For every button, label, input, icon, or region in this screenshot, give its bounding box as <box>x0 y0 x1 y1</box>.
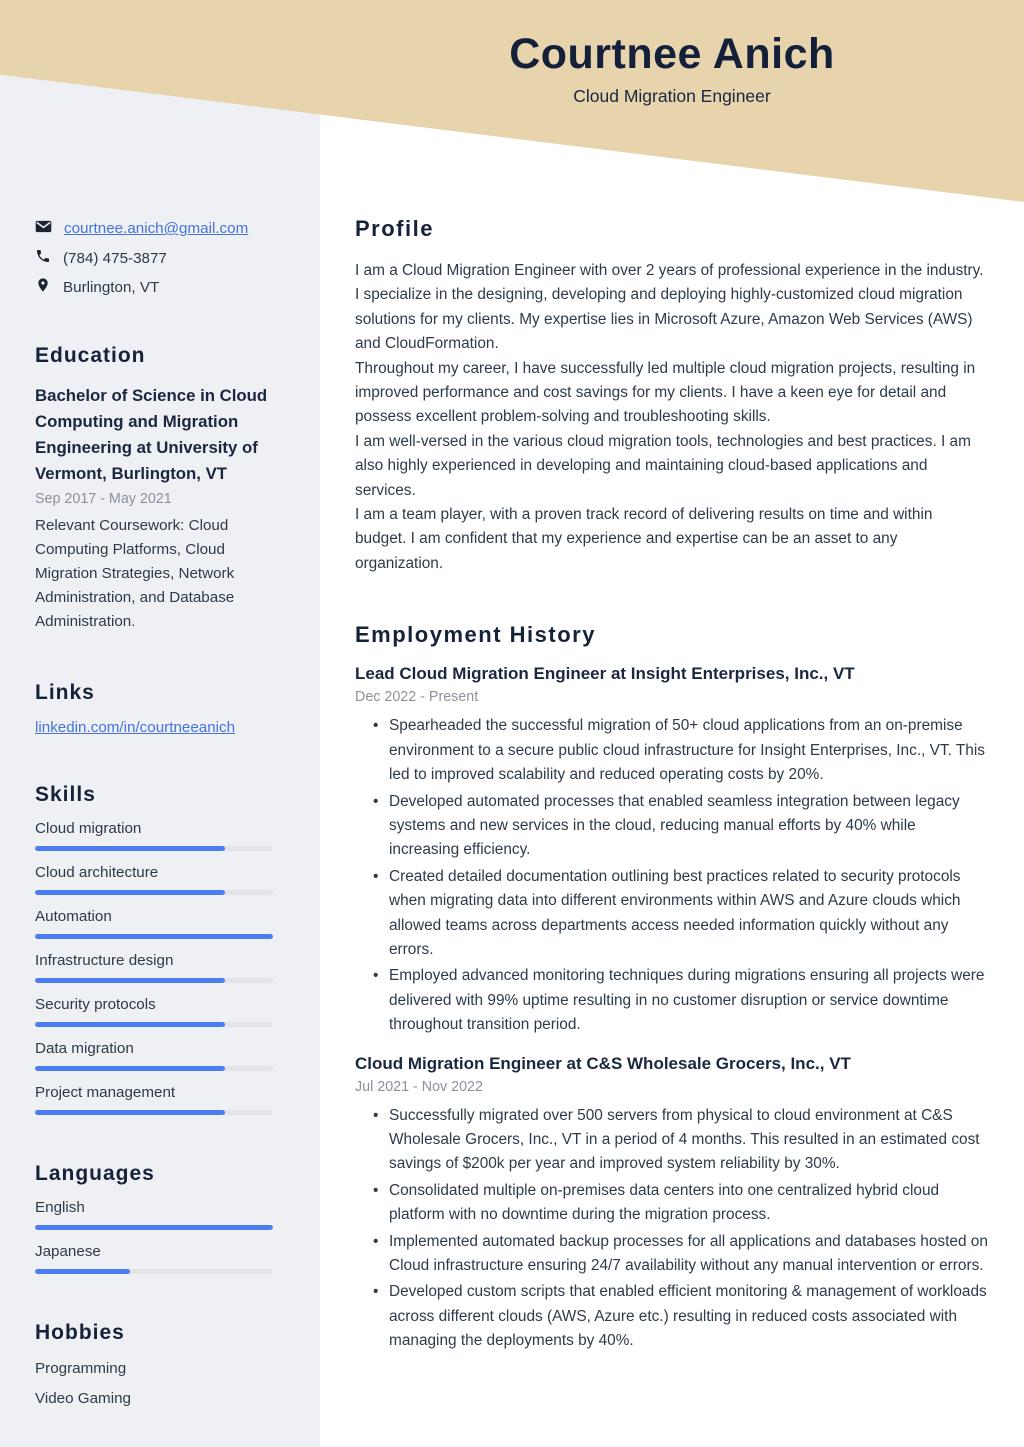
language-bar-fill <box>35 1225 273 1230</box>
language-bar <box>35 1269 273 1274</box>
skill-label: Cloud architecture <box>35 864 159 881</box>
job-bullet: • Created detailed documentation outlining best practices related to security protocols when migrating data into different environments within AWS and Azure clouds which allowed teams across departments access needed information quickly without any errors. <box>369 865 988 963</box>
profile-paragraph: I am a team player, with a proven track record of delivering results on time and within budget. I am confident that my experience and expertise can be an asset to any organization. <box>355 506 933 572</box>
hobbies-heading: Hobbies <box>35 1321 125 1344</box>
skill-bar-fill <box>35 846 225 851</box>
profile-text <box>355 259 988 576</box>
skill-label: Infrastructure design <box>35 952 174 969</box>
skill-item <box>35 1040 273 1071</box>
skill-item <box>35 908 273 939</box>
education-degree: Bachelor of Science in Cloud Computing and Migration Engineering at University of Vermont, Burlington, VT <box>35 386 268 483</box>
hobby-item: Programming <box>35 1360 127 1377</box>
contact-phone-row <box>35 248 273 268</box>
skill-bar <box>35 846 273 851</box>
language-item <box>35 1243 273 1274</box>
phone-icon <box>35 248 51 268</box>
job-bullet-list <box>355 1104 988 1354</box>
job-bullet: • Consolidated multiple on-premises data centers into one centralized hybrid cloud platform with no downtime during the migration process. <box>369 1179 988 1228</box>
main-column <box>320 0 1024 1447</box>
contact-section <box>35 218 273 297</box>
education-heading: Education <box>35 344 146 367</box>
skills-section <box>35 783 273 1115</box>
skill-label: Data migration <box>35 1040 134 1057</box>
skill-item <box>35 820 273 851</box>
skill-bar <box>35 978 273 983</box>
skill-bar-fill <box>35 890 225 895</box>
envelope-icon <box>35 218 52 239</box>
skills-heading: Skills <box>35 783 96 806</box>
skill-item <box>35 952 273 983</box>
job-bullet-list <box>355 714 988 1037</box>
education-section <box>35 344 273 634</box>
job-bullet: • Developed custom scripts that enabled efficient monitoring & management of workloads across different clouds (AWS, Azure etc.) resulting in reduced costs associated with managing the deployments by 40%. <box>369 1280 988 1353</box>
employment-section <box>355 622 988 1353</box>
phone-number: (784) 475-3877 <box>63 249 167 267</box>
hobbies-section <box>35 1321 273 1414</box>
linkedin-link[interactable]: linkedin.com/in/courtneeanich <box>35 719 236 736</box>
language-label: Japanese <box>35 1243 101 1260</box>
skill-item <box>35 864 273 895</box>
profile-paragraph: I am well-versed in the various cloud migration tools, technologies and best practices. I am also highly experienced in developing and maintaining cloud-based applications and services. <box>355 432 971 499</box>
languages-section <box>35 1162 273 1274</box>
language-item <box>35 1199 273 1230</box>
job-dates: Dec 2022 - Present <box>355 689 479 706</box>
job-entry <box>355 1052 988 1354</box>
links-heading: Links <box>35 681 95 704</box>
skill-bar-fill <box>35 1066 225 1071</box>
language-label: English <box>35 1199 85 1216</box>
education-description: Relevant Coursework: Cloud Computing Platforms, Cloud Migration Strategies, Network Administration, and Database Administration. <box>35 517 235 630</box>
skill-bar <box>35 890 273 895</box>
contact-location-row <box>35 277 273 297</box>
location-text: Burlington, VT <box>63 278 160 296</box>
skill-bar <box>35 1022 273 1027</box>
contact-email-row <box>35 218 273 239</box>
skill-bar-fill <box>35 978 225 983</box>
language-bar <box>35 1225 273 1230</box>
profile-section <box>355 216 988 576</box>
skill-bar-fill <box>35 1110 225 1115</box>
skill-label: Cloud migration <box>35 820 142 837</box>
person-job-title: Cloud Migration Engineer <box>573 86 771 106</box>
skill-bar <box>35 934 273 939</box>
sidebar <box>0 0 320 1447</box>
skill-item <box>35 996 273 1027</box>
job-bullet: • Developed automated processes that enabled seamless integration between legacy systems and new services in the cloud, reducing manual efforts by 40% while increasing efficiency. <box>369 790 988 863</box>
job-bullet: • Implemented automated backup processes for all applications and databases hosted on Cloud infrastructure ensuring 24/7 availability without any manual intervention or errors. <box>369 1230 988 1279</box>
job-title: Cloud Migration Engineer at C&S Wholesale Grocers, Inc., VT <box>355 1053 851 1073</box>
links-section <box>35 681 273 736</box>
profile-paragraph: I am a Cloud Migration Engineer with over 2 years of professional experience in the industry. I specialize in the designing, developing and deploying highly-customized cloud migration solutions for my clients. My expertise lies in Microsoft Azure, Amazon Web Services (AWS) and CloudFormation. <box>355 262 984 353</box>
skill-bar-fill <box>35 1022 225 1027</box>
skill-label: Automation <box>35 908 112 925</box>
location-pin-icon <box>35 277 51 297</box>
employment-heading: Employment History <box>355 622 596 648</box>
skill-item <box>35 1084 273 1115</box>
person-name: Courtnee Anich <box>509 30 835 78</box>
job-bullet: • Employed advanced monitoring techniques during migrations ensuring all projects were delivered with 99% uptime resulting in no customer disruption or service downtime throughout transition period. <box>369 964 988 1037</box>
job-entry <box>355 662 988 1037</box>
hobby-item: Video Gaming <box>35 1390 131 1407</box>
skill-bar-fill <box>35 934 273 939</box>
language-bar-fill <box>35 1269 130 1274</box>
education-dates: Sep 2017 - May 2021 <box>35 491 172 507</box>
languages-heading: Languages <box>35 1162 155 1185</box>
skill-label: Project management <box>35 1084 176 1101</box>
skill-label: Security protocols <box>35 996 156 1013</box>
skill-bar <box>35 1110 273 1115</box>
job-bullet: • Spearheaded the successful migration of 50+ cloud applications from an on-premise environment to a secure public cloud infrastructure for Insight Enterprises, Inc., VT. This led to improved scalability and reduced operating costs by 20%. <box>369 714 988 787</box>
skill-bar <box>35 1066 273 1071</box>
email-link[interactable]: courtnee.anich@gmail.com <box>64 220 249 237</box>
job-title: Lead Cloud Migration Engineer at Insight Enterprises, Inc., VT <box>355 664 855 684</box>
profile-heading: Profile <box>355 216 434 241</box>
job-dates: Jul 2021 - Nov 2022 <box>355 1078 483 1095</box>
job-bullet: • Successfully migrated over 500 servers from physical to cloud environment at C&S Wholesale Grocers, Inc., VT in a period of 4 months. This resulted in an estimated cost savings of $200k per year and improved system reliability by 30%. <box>369 1104 988 1177</box>
profile-paragraph: Throughout my career, I have successfully led multiple cloud migration projects, resulting in improved performance and cost savings for my clients. I have a keen eye for detail and possess excellent problem-solving and troubleshooting skills. <box>355 359 976 426</box>
